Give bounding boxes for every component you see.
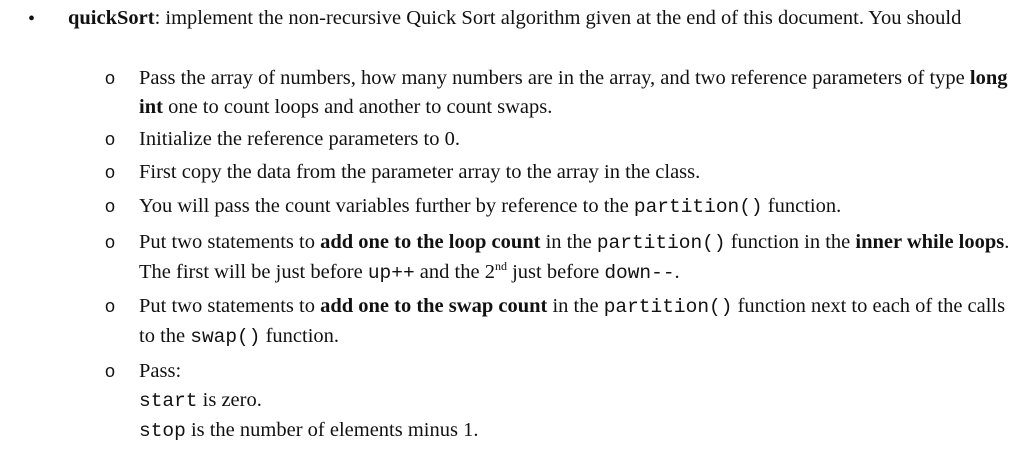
list-marker: o: [105, 162, 116, 182]
list-marker: o: [105, 296, 116, 316]
list-item: [105, 125, 1010, 154]
list-marker: o: [105, 129, 116, 149]
list-item: [105, 357, 1010, 446]
code-stop: stop: [139, 420, 186, 442]
main-paragraph: [68, 4, 968, 33]
item-text: and the 2: [414, 261, 495, 283]
item-text: just before: [506, 261, 605, 283]
code-partition: partition(): [603, 296, 733, 318]
item-text: Pass the array of numbers, how many numbers are in the array, and two reference parameters of type: [139, 67, 970, 89]
item-text: function in the: [725, 231, 856, 253]
item-text: Put two statements to: [139, 295, 321, 317]
item-text: is the number of elements minus 1.: [185, 419, 479, 441]
intro-text: : implement the non-recursive Quick Sort algorithm given at the end of this document. You should: [154, 7, 962, 29]
list-marker: o: [105, 68, 116, 88]
item-text: one to count loops and another to count swaps.: [162, 96, 553, 118]
item-bold: add one to the loop count: [320, 231, 541, 253]
term-quicksort: quickSort: [68, 7, 155, 29]
superscript: nd: [494, 259, 507, 274]
code-start: start: [139, 390, 198, 412]
item-text: .: [674, 261, 680, 283]
item-text: Initialize the reference parameters to 0.: [139, 128, 460, 150]
item-bold: inner while loops: [855, 231, 1005, 253]
item-text: function.: [762, 195, 842, 217]
item-text: function.: [260, 325, 340, 347]
list-item: [105, 158, 1010, 187]
item-text: function next to each of the calls to the: [139, 295, 1006, 347]
item-text: . The first will be just before: [139, 231, 1010, 283]
item-bold: add one to the swap count: [320, 295, 548, 317]
item-text: in the: [547, 295, 604, 317]
list-item: [105, 64, 1010, 122]
code-swap: swap(): [190, 326, 261, 348]
list-item: [105, 228, 1010, 288]
item-text: First copy the data from the parameter array to the array in the class.: [139, 161, 701, 183]
list-item: [105, 192, 1010, 222]
list-marker: o: [105, 196, 116, 216]
item-text: is zero.: [197, 389, 262, 411]
item-text: Pass:: [139, 360, 182, 382]
code-partition: partition(): [633, 196, 763, 218]
list-marker: o: [105, 232, 116, 252]
list-marker: o: [105, 361, 116, 381]
item-text: in the: [540, 231, 597, 253]
item-text: Put two statements to: [139, 231, 321, 253]
item-bold: long int: [139, 67, 1008, 118]
code-down: down--: [604, 262, 675, 284]
code-up: up++: [367, 262, 415, 284]
code-partition: partition(): [596, 232, 726, 254]
item-text: You will pass the count variables further by reference to the: [139, 195, 634, 217]
list-item: [105, 292, 1010, 352]
main-bullet: •: [28, 8, 36, 30]
